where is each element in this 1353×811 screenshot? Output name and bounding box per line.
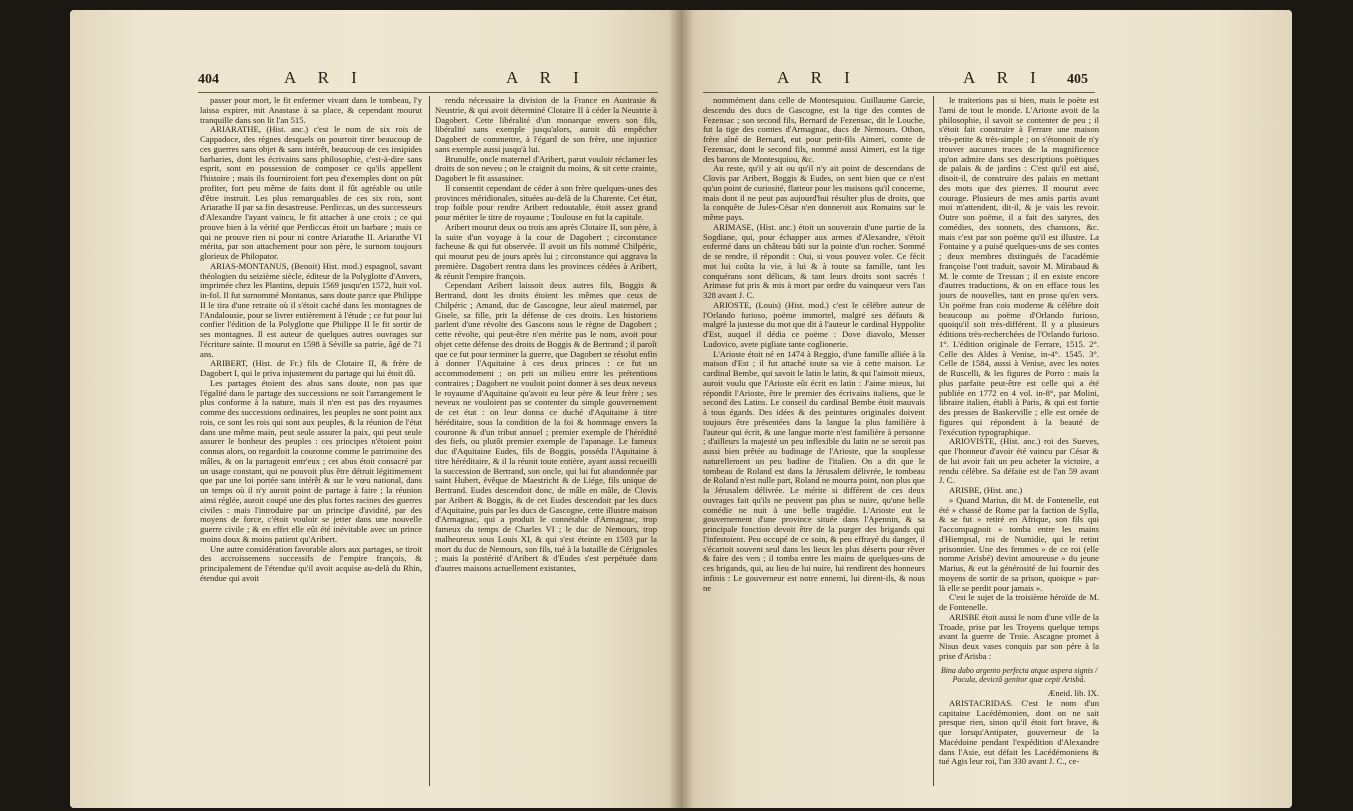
paragraph: » Quand Marius, dit M. de Fontenelle, eut été » chassé de Rome par la faction de Sylla, & se fut » retiré en Afrique, son fils qui l'accompagnoit » tomba entre les mains d'Hiempsal, roi de Numidie, qui le retint prisonnier. Une des femmes » de ce roi (elle nomme Arisbé) devint amoureuse » du jeune Marius, & eut la générosité de lui fournir des moyens de sortir de sa prison, quoique » par-là elle se perdit pour jamais ». [939,494,1099,593]
header-rule [703,92,1095,93]
paragraph: passer pour mort, le fit enfermer vivant dans le tombeau, l'y laissa expirer, mit Anastase à sa place, & cependant mourut tranquille dans son lit l'an 515. [200,96,422,125]
paragraph: ARIMASE, (Hist. anc.) étoit un souverain d'une partie de la Sogdiane, qui, pour échapper aux armes d'Alexandre, s'étoit enfermé dans un château bâti sur la pointe d'un rocher. Sommé de se rendre, il répondit : Oui, si vous pouvez voler. Ce fécit mot lui coûta la vie, à lui & à toute sa famille, tant les conquérans sont délicats, & tant leurs droits sont sacrés ! Arimase fut pris & mis à mort par ordre du vainqueur vers l'an 328 avant J. C. [703,221,925,300]
paragraph: le traiterions pas si bien, mais le poète est l'ami de tout le monde. L'Arioste avoit de la philosophie, il savoit se contenter de peu ; il s'étoit fait construire à Ferrare une maison très-petite & très-simple ; on s'étonnoit de n'y trouver aucunes traces de la magnificence qu'on admire dans ses descriptions poëtiques de palais & de jardins : C'est qu'il est aisé, disoit-il, de construire des palais en mettant des mots que des pierres. Il mourut avec courage. Plusieurs de mes amis partis avant moi m'attendent, dit-il, & je vais les revoir. Outre son poëme, il a fait des satyres, des comédies, des sonnets, des chansons, &c. mais c'est par son poëme qu'il est illustre. La Fontaine y a puisé quelques-uns de ses contes ; deux membres distingués de l'académie françoise l'ont traduit, savoir M. Mirabaud & M. le comte de Tressan ; il en existe encore d'autres traductions, & on en efface tous les jours de nouvelles, tant en prose qu'en vers. Un poëme fran cois moderne & célèbre doit beaucoup au poëme d'Orlando furioso, quoiqu'il soit très-différent. Il y a plusieurs éditions très-recherchées de l'Orlando furioso. 1°. L'édition originale de Ferrare, 1515. 2°. Celle des Aldes à Venise, in-4°. 1545. 3°. Celle de 1584, aussi à Venise, avec les notes de Ruscelli, & les figures de Porro : mais la plus parfaite peut-être est celle qui a été publiée en 1772 en 4 vol. in-8°, par Molini, libraire italien, établi à Paris, & qui est fortie des presses de Baskerville ; elle est ornée de figures qui répondent à la beauté de l'exécution typographique. [939,96,1099,437]
running-header-left-col1: A R I [284,68,366,87]
paragraph: ARISTACRIDAS. C'est le nom d'un capitaine Lacédémonien, dont on ne sait presque rien, sinon qu'il étoit fort brave, & que lorsqu'Antipater, gouverneur de la Macédoine pendant l'expédition d'Alexandre dans l'Asie, eut défait les Lacédémoniens & tué Agis leur roi, l'an 330 avant J. C., ce- [939,697,1099,767]
left-column-2 [435,96,657,796]
running-header-left-col2: A R I [506,68,588,87]
paragraph: Æneid. lib. IX. [1047,688,1099,698]
page-number-left: 404 [198,72,219,87]
paragraph: Aribert mourut deux ou trois ans après Clotaire II, son père, à la suite d'un voyage à la cour de Dagobert ; circonstance facheuse & qui fut observée. Il avoit un fils nommé Chilpéric, qui mourut peu de jours après lui ; circonstance qui aggrava la première. Dagobert rentra dans les provinces cédées à Aribert, & réunit l'empire françois. [435,221,657,281]
paragraph: Il consentit cependant de céder à son frère quelques-unes des provinces méridionales, situées au-delà de la Charente. Cet état, trop foible pour rendre Aribert redoutable, étoit assez grand pour mériter le titre de royaume ; Toulouse en fut la capitale. [435,182,657,222]
right-page [681,10,1292,808]
running-header-right-col1: A R I [777,68,859,87]
paragraph: Une autre considération favorable alors aux partages, se tiroit des accroissemens successifs de l'empire françois, & principalement de l'étendue qu'il avoit acquise au-delà du Rhin, étendue qui avoit [200,543,422,583]
paragraph: ARIAS-MONTANUS, (Benoit) Hist. mod.) espagnol, savant théologien du seizième siècle, éditeur de la Polyglotte d'Anvers, imprimée chez les Plantins, depuis 1569 jusqu'en 1572, huit vol. in-fol. Il fut surnommé Montanus, sans doute parce que Philippe II le tira d'une retraite où il s'étoit caché dans les montagnes de l'Andalousie, pour se livrer entièrement à l'étude ; ce fut pour lui confier l'édition de la Polyglotte que Philippe II le fit sortir de ses montagnes. Il est auteur de quelques autres ouvrages sur l'écriture sainte. Il mourut en 1598 à Séville sa patrie, âgé de 71 ans. [200,260,422,359]
paragraph: nommément dans celle de Montesquiou. Guillaume Garcie, descendu des ducs de Gascogne, est la tige des comtes de Fezensac ; son second fils, Bernard de Fezensac, dit le Louche, fut la tige des comtes d'Armagnac, ducs de Nemours. Othon, frère aîné de Bernard, eut pour petit-fils Aimeri, comte de Fezensac, dont le second fils, nommé aussi Aimeri, est la tige des barons de Montesquiou, &c. [703,96,925,164]
book-gutter [668,10,694,808]
paragraph: ARIOVISTE, (Hist. anc.) roi des Sueves, que l'honneur d'avoir été vaincu par César & de lui avoir fait un peu acheter la victoire, a rendu célèbre. Sa défaite est de l'an 59 avant J. C. [939,436,1099,486]
column-divider [933,96,934,786]
right-column-2 [939,96,1099,796]
running-header-right-col2: A R I [963,68,1045,87]
paragraph: Les partages étoient des abus sans doute, non pas que l'égalité dans le partage des successions ne soit l'arrangement le plus conforme à la nature, mais il n'en est pas des royaumes comme des successions ordinaires, les peuples ne sont point aux rois, ce sont les rois qui sont aux peuples, & la réunion de l'état dans une même main, peut seule assurer la paix, qui peut seule assurer le bonheur des peuples : ces principes n'étoient point connus alors, on regardoit la couronne comme le patrimoine des mâles, & on la partageoit entr'eux ; cet abus étoit consacré par un usage constant, qui ne pouvoit plus être détruit légitimement que par une loi portée sans intérêt & sur le vœu national, dans un temps où il n'y auroit point de partage à faire ; la réunion ainsi réglée, auroit coupé une des plus fortes racines des guerres civiles : mais l'introduire par un principe d'avidité, par des moyens de force, c'étoit vouloir se jetter dans une nouvelle guerre civile ; & en effet elle eût été inévitable avec un prince moins doux & moins patient qu'Aribert. [200,377,422,544]
paragraph: rendu nécessaire la division de la France en Austrasie & Neustrie, & qui avoit déterminé Clotaire II à céder la Neustrie à Dagobert. Cette libéralité d'un monarque envers son fils, libéralité sans exemple jusqu'alors, auroit dû empêcher Dagobert de commettre, à l'égard de son frère, une injustice sans exemple aussi jusqu'à lui. [435,96,657,154]
left-column-1 [200,96,422,796]
paragraph: Cependant Aribert laissoit deux autres fils, Boggis & Bertrand, dont les droits étoient les mêmes que ceux de Chilpéric ; Amand, duc de Gascogne, leur aïeul maternel, par Gisele, sa fille, prit la défense de ces droits. Les historiens parlent d'une révolte des Gascons sous le règne de Dagobert ; cette révolte, qui peut-être n'en mérite pas le nom, avoit pour objet cette défense des droits de Boggis & de Bertrand ; il paroît que ce fut pour terminer la guerre, que Dagobert se résolut enfin à donner l'Aquitaine à ces deux princes : ce fut un accommodement ; on prit un milieu entre les prétentions contraires ; Dagobert ne vouloit point donner à ses deux neveux le royaume d'Aquitaine qu'avoit eu leur père & leur frère ; ses neveux ne vouloient pas se contenter du simple gouvernement de cet état : on leur donna ce duché d'Aquitaine à titre héréditaire, sous la condition de la foi & hommage envers la couronne & d'un tribut annuel ; premier exemple de l'hérédité des fiefs, ou plutôt premier exemple de l'apanage. Le fameux duc d'Aquitaine Eudes, fils de Boggis, posséda l'Aquitaine à titre héréditaire, & il la réunit toute entière, ayant aussi recueilli la succession de Bertrand, son oncle, qui lui fut abandonnée par saint Hubert, évêque de Maestricht & de Liége, fils unique de Bertrand. Eudes descendoit donc, de mâle en mâle, de Clovis par Aribert & Boggis, & de cet Eudes descendoit par les ducs d'Aquitaine, puis par les ducs de Gascogne, cette illustre maison d'Armagnac, qui a produit le connétable d'Armagnac, trop fameux du temps de Charles VI ; le duc de Nemours, trop malheureux sous Louis XI, & qui s'est éteinte en 1503 par la mort du duc de Nemours, son fils, tué à la bataille de Cérignoles ; mais la postérité d'Aribert & d'Eudes s'est perpétuée dans d'autres maisons actuellement existantes, [435,280,657,573]
paragraph: C'est le sujet de la troisième héroïde de M. de Fontenelle. [939,592,1099,612]
paragraph: ARIBERT, (Hist. de Fr.) fils de Clotaire II, & frère de Dagobert I, qui le priva injustement du partage qui lui étoit dû. [200,358,422,378]
open-book [70,10,1292,808]
header-rule [198,92,658,93]
column-divider [429,96,430,786]
paragraph: ARISBE, (Hist. anc.) [949,485,1023,495]
paragraph: Au reste, qu'il y ait ou qu'il n'y ait point de descendans de Clovis par Aribert, Boggis & Eudes, on sent bien que ce n'est qu'un point de curiosité, flatteur pour les maisons qu'il concerne, mais dont il ne peut pas aujourd'hui résulter plus de droits, que la conquête de Jules-César n'en donneroit aux Romains sur le même pays. [703,163,925,222]
paragraph: Brunulfe, oncle maternel d'Aribert, parut vouloir réclamer les droits de son neveu ; on le craignit du moins, & sit cette crainte, Dagobert le fit assassiner. [435,153,657,183]
paragraph: ARIARATHE, (Hist. anc.) c'est le nom de six rois de Cappadoce, des règnes desquels on pourroit tirer beaucoup de ces guerres sans objet & sans intérêt, beaucoup de ces insipides barbaries, dont les écrivains sans philosophie, c'est-à-dire sans esprit, sont en possession de composer ce qu'ils appellent l'histoire ; mais ils fourniroient fort peu d'exemples dont on pût profiter, fort peu même de faits dont il fût agréable ou utile d'être instruit. Les plus remarquables de ces six rois, sont Ariarathe II par sa fin desastreuse. Perdiccas, un des successeurs d'Alexandre l'ayant vaincu, le fit attacher à une croix ; ce qui prouve bien à la vérité que Perdiccas étoit un barbare ; mais ce qui ne prouve rien ni pour ni contre Ariarathe II. Ariarathe VI mérita, par son attachement pour son père, le surnom toujours glorieux de Philopator. [200,124,422,261]
paragraph: L'Arioste étoit né en 1474 à Reggio, d'une famille alliée à la maison d'Est ; il fut attaché toute sa vie à cette maison. Le cardinal Bembe, qui savoit le latin le latin, & qui l'aimoit mieux, auroit voulu que l'Arioste eût écrit en latin : J'aime mieux, lui répondit l'Arioste, être le premier des écrivains italiens, que le second des Latins. Le conseil du cardinal Bembe étoit mauvais à tous égards. Des idées & des peintures originales doivent toujours être présentées dans la langue la plus familière à l'auteur qui écrit, & une langue morte n'est familière à personne ; d'ailleurs la majesté un peu inflexible du latin ne se seroit pas aussi bien prêtée au badinage de l'Arioste, que la souplesse naturellement un peu badine de l'italien. On a dit que le tombeau de Roland est dans la Jérusalem délivrée, le tombeau de Roland n'est nulle part, Roland ne mourra point, non plus que la Jérusalem délivrée. Le mérite si différent de ces deux ouvrages fait qu'ils ne peuvent pas plus se nuire, qu'une belle comédie ne nuit à une belle tragédie. L'Arioste eut le gouvernement d'une province située dans l'Apennin, & sa principale fonction devoit être de la purger des brigands qui l'infestoient. Peu occupé de ce soin, & peu effrayé du danger, il s'écartoit souvent seul dans les lieux les plus déserts pour rêver & faire des vers ; il tomba entre les mains de quelques-uns de ces brigands, qui, au lieu de lui nuire, lui rendirent des honneurs infinis : Le gouverneur est notre ennemi, lui dirent-ils, & nous ne [703,348,925,593]
paragraph: Bina dabo argento perfecta atque aspera signis / Pocula, devictâ genitor quæ cepit Arisbâ. [940,665,1098,685]
paragraph: ARIOSTE, (Louis) (Hist. mod.) c'est le célèbre auteur de l'Orlando furioso, poëme immortel, malgré ses défauts & malgré la justesse du mot que dit à l'auteur le cardinal Hyppolite d'Est, auquel il dédia ce poëme : Dove diavolo, Messer Ludovico, avete pigliate tante coglionerie. [703,299,925,349]
left-page [70,10,681,808]
right-column-1 [703,96,925,796]
page-number-right: 405 [1067,72,1088,87]
paragraph: ARISBE étoit aussi le nom d'une ville de la Troade, prise par les Troyens quelque temps avant la guerre de Troie. Ascagne promet à Nisus deux vases conquis par son père à la prise d'Arisba : [939,611,1099,661]
